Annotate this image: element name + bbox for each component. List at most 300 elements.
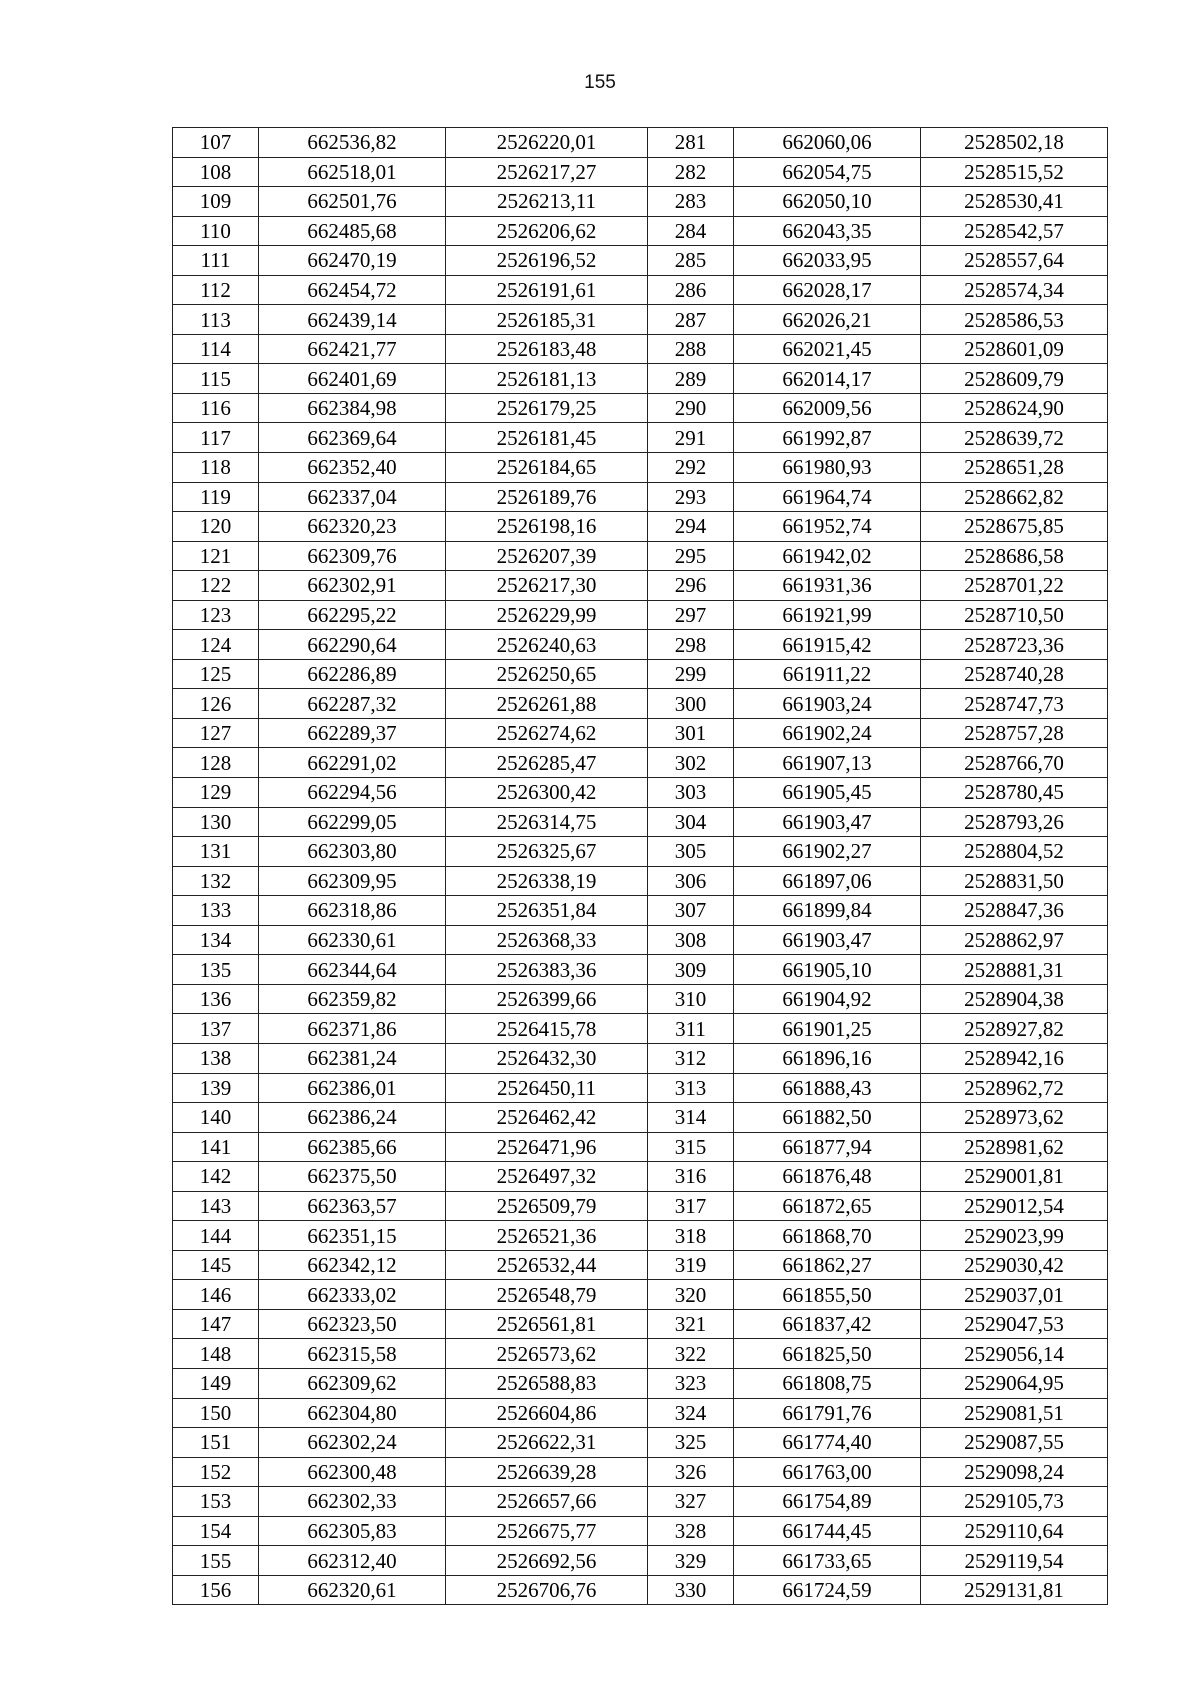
cell-y-coordinate-left: 2526532,44	[446, 1250, 648, 1280]
table-row	[173, 482, 1108, 512]
cell-point-number-right: 297	[648, 600, 734, 630]
table-row	[173, 600, 1108, 630]
cell-x-coordinate-left: 662369,64	[259, 423, 446, 453]
cell-point-number-right: 318	[648, 1221, 734, 1251]
cell-point-number-left: 122	[173, 571, 259, 601]
cell-x-coordinate-left: 662342,12	[259, 1250, 446, 1280]
cell-x-coordinate-left: 662305,83	[259, 1516, 446, 1546]
cell-y-coordinate-left: 2526706,76	[446, 1575, 648, 1605]
cell-x-coordinate-left: 662304,80	[259, 1398, 446, 1428]
cell-y-coordinate-right: 2528639,72	[921, 423, 1108, 453]
table-row	[173, 1516, 1108, 1546]
cell-x-coordinate-left: 662485,68	[259, 216, 446, 246]
table-row	[173, 1250, 1108, 1280]
table-row	[173, 512, 1108, 542]
cell-x-coordinate-right: 662033,95	[734, 246, 921, 276]
cell-point-number-left: 155	[173, 1546, 259, 1576]
cell-y-coordinate-left: 2526399,66	[446, 984, 648, 1014]
cell-point-number-right: 281	[648, 128, 734, 158]
table-row	[173, 1309, 1108, 1339]
cell-y-coordinate-right: 2529064,95	[921, 1368, 1108, 1398]
table-row	[173, 571, 1108, 601]
cell-point-number-left: 139	[173, 1073, 259, 1103]
cell-point-number-right: 286	[648, 275, 734, 305]
cell-x-coordinate-left: 662303,80	[259, 837, 446, 867]
cell-y-coordinate-left: 2526206,62	[446, 216, 648, 246]
cell-y-coordinate-right: 2528574,34	[921, 275, 1108, 305]
cell-x-coordinate-right: 661907,13	[734, 748, 921, 778]
cell-y-coordinate-right: 2528862,97	[921, 925, 1108, 955]
cell-x-coordinate-left: 662286,89	[259, 659, 446, 689]
cell-point-number-right: 305	[648, 837, 734, 867]
cell-y-coordinate-left: 2526185,31	[446, 305, 648, 335]
cell-point-number-right: 322	[648, 1339, 734, 1369]
cell-y-coordinate-right: 2529131,81	[921, 1575, 1108, 1605]
cell-point-number-left: 131	[173, 837, 259, 867]
table-row	[173, 393, 1108, 423]
cell-y-coordinate-right: 2528609,79	[921, 364, 1108, 394]
cell-x-coordinate-right: 661868,70	[734, 1221, 921, 1251]
cell-x-coordinate-left: 662320,61	[259, 1575, 446, 1605]
cell-y-coordinate-left: 2526196,52	[446, 246, 648, 276]
cell-point-number-right: 298	[648, 630, 734, 660]
cell-y-coordinate-left: 2526274,62	[446, 718, 648, 748]
cell-y-coordinate-right: 2528793,26	[921, 807, 1108, 837]
table-row	[173, 1132, 1108, 1162]
cell-x-coordinate-left: 662371,86	[259, 1014, 446, 1044]
cell-x-coordinate-left: 662290,64	[259, 630, 446, 660]
table-row	[173, 1221, 1108, 1251]
cell-point-number-left: 124	[173, 630, 259, 660]
cell-point-number-left: 153	[173, 1487, 259, 1517]
cell-y-coordinate-left: 2526471,96	[446, 1132, 648, 1162]
cell-y-coordinate-right: 2528847,36	[921, 896, 1108, 926]
cell-point-number-right: 327	[648, 1487, 734, 1517]
cell-x-coordinate-left: 662421,77	[259, 334, 446, 364]
cell-point-number-left: 123	[173, 600, 259, 630]
cell-x-coordinate-right: 661825,50	[734, 1339, 921, 1369]
cell-point-number-right: 292	[648, 453, 734, 483]
cell-x-coordinate-right: 661902,27	[734, 837, 921, 867]
cell-point-number-left: 146	[173, 1280, 259, 1310]
cell-x-coordinate-left: 662470,19	[259, 246, 446, 276]
cell-point-number-left: 111	[173, 246, 259, 276]
table-row	[173, 1280, 1108, 1310]
cell-point-number-right: 293	[648, 482, 734, 512]
table-row	[173, 1428, 1108, 1458]
cell-y-coordinate-left: 2526415,78	[446, 1014, 648, 1044]
cell-point-number-right: 320	[648, 1280, 734, 1310]
cell-x-coordinate-right: 661942,02	[734, 541, 921, 571]
cell-point-number-left: 110	[173, 216, 259, 246]
cell-point-number-right: 324	[648, 1398, 734, 1428]
cell-point-number-left: 107	[173, 128, 259, 158]
cell-x-coordinate-right: 661980,93	[734, 453, 921, 483]
cell-y-coordinate-right: 2529105,73	[921, 1487, 1108, 1517]
cell-point-number-right: 328	[648, 1516, 734, 1546]
cell-y-coordinate-left: 2526368,33	[446, 925, 648, 955]
cell-x-coordinate-right: 661904,92	[734, 984, 921, 1014]
cell-x-coordinate-left: 662439,14	[259, 305, 446, 335]
cell-y-coordinate-right: 2528973,62	[921, 1103, 1108, 1133]
cell-y-coordinate-right: 2528530,41	[921, 187, 1108, 217]
cell-x-coordinate-right: 661903,24	[734, 689, 921, 719]
cell-y-coordinate-right: 2528675,85	[921, 512, 1108, 542]
cell-x-coordinate-left: 662323,50	[259, 1309, 446, 1339]
table-row	[173, 1014, 1108, 1044]
cell-x-coordinate-left: 662320,23	[259, 512, 446, 542]
cell-point-number-left: 145	[173, 1250, 259, 1280]
cell-y-coordinate-right: 2528766,70	[921, 748, 1108, 778]
cell-y-coordinate-right: 2529098,24	[921, 1457, 1108, 1487]
cell-point-number-left: 128	[173, 748, 259, 778]
cell-y-coordinate-left: 2526250,65	[446, 659, 648, 689]
cell-y-coordinate-left: 2526338,19	[446, 866, 648, 896]
cell-y-coordinate-left: 2526217,27	[446, 157, 648, 187]
cell-y-coordinate-right: 2528515,52	[921, 157, 1108, 187]
cell-y-coordinate-left: 2526181,45	[446, 423, 648, 453]
cell-y-coordinate-right: 2529047,53	[921, 1309, 1108, 1339]
cell-x-coordinate-right: 661724,59	[734, 1575, 921, 1605]
cell-point-number-left: 118	[173, 453, 259, 483]
cell-y-coordinate-left: 2526521,36	[446, 1221, 648, 1251]
cell-point-number-left: 108	[173, 157, 259, 187]
cell-point-number-left: 151	[173, 1428, 259, 1458]
table-row	[173, 423, 1108, 453]
cell-y-coordinate-left: 2526351,84	[446, 896, 648, 926]
cell-y-coordinate-left: 2526300,42	[446, 778, 648, 808]
table-row	[173, 866, 1108, 896]
cell-x-coordinate-right: 661903,47	[734, 925, 921, 955]
table-row	[173, 157, 1108, 187]
cell-point-number-left: 143	[173, 1191, 259, 1221]
cell-point-number-left: 121	[173, 541, 259, 571]
table-row	[173, 1575, 1108, 1605]
cell-point-number-left: 120	[173, 512, 259, 542]
cell-x-coordinate-right: 662028,17	[734, 275, 921, 305]
cell-point-number-left: 119	[173, 482, 259, 512]
cell-point-number-right: 323	[648, 1368, 734, 1398]
cell-x-coordinate-right: 661754,89	[734, 1487, 921, 1517]
cell-y-coordinate-left: 2526548,79	[446, 1280, 648, 1310]
cell-x-coordinate-left: 662302,24	[259, 1428, 446, 1458]
cell-x-coordinate-right: 661872,65	[734, 1191, 921, 1221]
cell-y-coordinate-left: 2526657,66	[446, 1487, 648, 1517]
cell-point-number-right: 306	[648, 866, 734, 896]
table-row	[173, 541, 1108, 571]
cell-y-coordinate-left: 2526183,48	[446, 334, 648, 364]
cell-y-coordinate-right: 2528502,18	[921, 128, 1108, 158]
cell-x-coordinate-right: 661733,65	[734, 1546, 921, 1576]
cell-x-coordinate-right: 662054,75	[734, 157, 921, 187]
cell-x-coordinate-right: 662009,56	[734, 393, 921, 423]
cell-point-number-right: 289	[648, 364, 734, 394]
cell-y-coordinate-right: 2528981,62	[921, 1132, 1108, 1162]
cell-x-coordinate-right: 662026,21	[734, 305, 921, 335]
cell-point-number-right: 291	[648, 423, 734, 453]
cell-x-coordinate-right: 661877,94	[734, 1132, 921, 1162]
cell-y-coordinate-left: 2526191,61	[446, 275, 648, 305]
cell-x-coordinate-right: 662043,35	[734, 216, 921, 246]
cell-point-number-right: 321	[648, 1309, 734, 1339]
cell-x-coordinate-left: 662300,48	[259, 1457, 446, 1487]
cell-y-coordinate-left: 2526179,25	[446, 393, 648, 423]
cell-y-coordinate-left: 2526213,11	[446, 187, 648, 217]
cell-x-coordinate-right: 662060,06	[734, 128, 921, 158]
cell-x-coordinate-left: 662299,05	[259, 807, 446, 837]
cell-y-coordinate-left: 2526692,56	[446, 1546, 648, 1576]
cell-point-number-right: 288	[648, 334, 734, 364]
cell-x-coordinate-right: 662050,10	[734, 187, 921, 217]
cell-point-number-left: 113	[173, 305, 259, 335]
cell-x-coordinate-right: 661915,42	[734, 630, 921, 660]
cell-y-coordinate-left: 2526217,30	[446, 571, 648, 601]
cell-point-number-left: 130	[173, 807, 259, 837]
cell-point-number-left: 150	[173, 1398, 259, 1428]
cell-point-number-right: 312	[648, 1043, 734, 1073]
cell-point-number-left: 129	[173, 778, 259, 808]
cell-y-coordinate-right: 2528723,36	[921, 630, 1108, 660]
cell-x-coordinate-left: 662351,15	[259, 1221, 446, 1251]
cell-y-coordinate-left: 2526240,63	[446, 630, 648, 660]
cell-y-coordinate-right: 2528601,09	[921, 334, 1108, 364]
cell-point-number-left: 147	[173, 1309, 259, 1339]
cell-x-coordinate-left: 662401,69	[259, 364, 446, 394]
cell-y-coordinate-right: 2529037,01	[921, 1280, 1108, 1310]
cell-y-coordinate-left: 2526462,42	[446, 1103, 648, 1133]
cell-x-coordinate-right: 661931,36	[734, 571, 921, 601]
table-row	[173, 925, 1108, 955]
cell-y-coordinate-right: 2529001,81	[921, 1162, 1108, 1192]
cell-x-coordinate-left: 662386,01	[259, 1073, 446, 1103]
cell-x-coordinate-left: 662302,33	[259, 1487, 446, 1517]
cell-x-coordinate-right: 661855,50	[734, 1280, 921, 1310]
cell-y-coordinate-right: 2528624,90	[921, 393, 1108, 423]
table-row	[173, 659, 1108, 689]
cell-y-coordinate-right: 2528542,57	[921, 216, 1108, 246]
cell-point-number-right: 325	[648, 1428, 734, 1458]
cell-y-coordinate-right: 2528904,38	[921, 984, 1108, 1014]
cell-point-number-left: 112	[173, 275, 259, 305]
cell-x-coordinate-right: 661905,10	[734, 955, 921, 985]
cell-x-coordinate-left: 662315,58	[259, 1339, 446, 1369]
table-row	[173, 453, 1108, 483]
cell-point-number-right: 319	[648, 1250, 734, 1280]
cell-x-coordinate-left: 662344,64	[259, 955, 446, 985]
cell-x-coordinate-left: 662333,02	[259, 1280, 446, 1310]
cell-y-coordinate-right: 2528710,50	[921, 600, 1108, 630]
cell-point-number-right: 308	[648, 925, 734, 955]
cell-point-number-left: 149	[173, 1368, 259, 1398]
cell-y-coordinate-right: 2529110,64	[921, 1516, 1108, 1546]
cell-y-coordinate-right: 2528804,52	[921, 837, 1108, 867]
cell-x-coordinate-right: 661882,50	[734, 1103, 921, 1133]
cell-y-coordinate-right: 2528962,72	[921, 1073, 1108, 1103]
table-row	[173, 1162, 1108, 1192]
cell-x-coordinate-left: 662295,22	[259, 600, 446, 630]
table-row	[173, 1191, 1108, 1221]
cell-point-number-left: 126	[173, 689, 259, 719]
table-row	[173, 778, 1108, 808]
cell-y-coordinate-right: 2529023,99	[921, 1221, 1108, 1251]
cell-x-coordinate-right: 661964,74	[734, 482, 921, 512]
cell-point-number-left: 117	[173, 423, 259, 453]
cell-y-coordinate-left: 2526181,13	[446, 364, 648, 394]
cell-point-number-right: 307	[648, 896, 734, 926]
cell-y-coordinate-left: 2526573,62	[446, 1339, 648, 1369]
cell-y-coordinate-right: 2529119,54	[921, 1546, 1108, 1576]
cell-point-number-left: 136	[173, 984, 259, 1014]
cell-x-coordinate-left: 662309,76	[259, 541, 446, 571]
cell-point-number-right: 301	[648, 718, 734, 748]
cell-point-number-right: 296	[648, 571, 734, 601]
cell-y-coordinate-right: 2529012,54	[921, 1191, 1108, 1221]
cell-point-number-left: 135	[173, 955, 259, 985]
table-row	[173, 187, 1108, 217]
cell-point-number-right: 330	[648, 1575, 734, 1605]
cell-point-number-left: 134	[173, 925, 259, 955]
cell-x-coordinate-left: 662318,86	[259, 896, 446, 926]
cell-x-coordinate-left: 662385,66	[259, 1132, 446, 1162]
cell-x-coordinate-right: 661763,00	[734, 1457, 921, 1487]
cell-x-coordinate-left: 662289,37	[259, 718, 446, 748]
table-row	[173, 837, 1108, 867]
table-row	[173, 984, 1108, 1014]
table-row	[173, 246, 1108, 276]
cell-x-coordinate-right: 661952,74	[734, 512, 921, 542]
table-row	[173, 689, 1108, 719]
cell-y-coordinate-right: 2528557,64	[921, 246, 1108, 276]
cell-y-coordinate-left: 2526450,11	[446, 1073, 648, 1103]
cell-point-number-right: 302	[648, 748, 734, 778]
cell-point-number-left: 133	[173, 896, 259, 926]
cell-point-number-right: 283	[648, 187, 734, 217]
cell-x-coordinate-left: 662309,95	[259, 866, 446, 896]
cell-point-number-right: 311	[648, 1014, 734, 1044]
cell-x-coordinate-right: 662021,45	[734, 334, 921, 364]
table-row	[173, 1398, 1108, 1428]
table-row	[173, 1368, 1108, 1398]
cell-x-coordinate-right: 661744,45	[734, 1516, 921, 1546]
table-row	[173, 1073, 1108, 1103]
cell-y-coordinate-right: 2528662,82	[921, 482, 1108, 512]
cell-point-number-left: 114	[173, 334, 259, 364]
cell-y-coordinate-right: 2528747,73	[921, 689, 1108, 719]
table-row	[173, 1103, 1108, 1133]
table-row	[173, 364, 1108, 394]
cell-y-coordinate-right: 2529087,55	[921, 1428, 1108, 1458]
cell-y-coordinate-right: 2528927,82	[921, 1014, 1108, 1044]
cell-x-coordinate-left: 662337,04	[259, 482, 446, 512]
cell-point-number-right: 285	[648, 246, 734, 276]
table-row	[173, 1546, 1108, 1576]
cell-x-coordinate-left: 662536,82	[259, 128, 446, 158]
cell-y-coordinate-left: 2526432,30	[446, 1043, 648, 1073]
cell-point-number-left: 132	[173, 866, 259, 896]
cell-x-coordinate-right: 661896,16	[734, 1043, 921, 1073]
cell-point-number-right: 326	[648, 1457, 734, 1487]
cell-x-coordinate-left: 662294,56	[259, 778, 446, 808]
cell-x-coordinate-right: 662014,17	[734, 364, 921, 394]
cell-point-number-right: 316	[648, 1162, 734, 1192]
cell-x-coordinate-right: 661837,42	[734, 1309, 921, 1339]
cell-y-coordinate-right: 2528757,28	[921, 718, 1108, 748]
table-row	[173, 275, 1108, 305]
cell-x-coordinate-right: 661862,27	[734, 1250, 921, 1280]
cell-point-number-right: 300	[648, 689, 734, 719]
cell-point-number-right: 284	[648, 216, 734, 246]
cell-x-coordinate-left: 662352,40	[259, 453, 446, 483]
cell-y-coordinate-right: 2528780,45	[921, 778, 1108, 808]
cell-point-number-left: 144	[173, 1221, 259, 1251]
cell-x-coordinate-right: 661791,76	[734, 1398, 921, 1428]
cell-point-number-right: 303	[648, 778, 734, 808]
cell-point-number-right: 310	[648, 984, 734, 1014]
cell-y-coordinate-right: 2528831,50	[921, 866, 1108, 896]
cell-x-coordinate-right: 661899,84	[734, 896, 921, 926]
cell-point-number-right: 295	[648, 541, 734, 571]
cell-x-coordinate-right: 661903,47	[734, 807, 921, 837]
cell-x-coordinate-left: 662384,98	[259, 393, 446, 423]
cell-point-number-right: 282	[648, 157, 734, 187]
cell-x-coordinate-left: 662291,02	[259, 748, 446, 778]
cell-point-number-right: 309	[648, 955, 734, 985]
cell-y-coordinate-left: 2526189,76	[446, 482, 648, 512]
cell-point-number-left: 152	[173, 1457, 259, 1487]
table-row	[173, 216, 1108, 246]
table-row	[173, 807, 1108, 837]
table-row	[173, 334, 1108, 364]
table-row	[173, 1339, 1108, 1369]
cell-x-coordinate-left: 662501,76	[259, 187, 446, 217]
cell-point-number-left: 142	[173, 1162, 259, 1192]
cell-x-coordinate-left: 662309,62	[259, 1368, 446, 1398]
table-row	[173, 955, 1108, 985]
cell-x-coordinate-right: 661888,43	[734, 1073, 921, 1103]
cell-x-coordinate-left: 662330,61	[259, 925, 446, 955]
cell-y-coordinate-left: 2526383,36	[446, 955, 648, 985]
cell-x-coordinate-right: 661897,06	[734, 866, 921, 896]
cell-x-coordinate-left: 662454,72	[259, 275, 446, 305]
cell-x-coordinate-left: 662375,50	[259, 1162, 446, 1192]
cell-y-coordinate-left: 2526604,86	[446, 1398, 648, 1428]
page-number: 155	[584, 72, 616, 93]
cell-x-coordinate-left: 662302,91	[259, 571, 446, 601]
cell-y-coordinate-right: 2528701,22	[921, 571, 1108, 601]
table-row	[173, 718, 1108, 748]
cell-point-number-left: 127	[173, 718, 259, 748]
table-row	[173, 1043, 1108, 1073]
cell-y-coordinate-right: 2528881,31	[921, 955, 1108, 985]
table-row	[173, 896, 1108, 926]
cell-y-coordinate-left: 2526588,83	[446, 1368, 648, 1398]
cell-x-coordinate-left: 662386,24	[259, 1103, 446, 1133]
cell-point-number-left: 137	[173, 1014, 259, 1044]
cell-y-coordinate-right: 2528740,28	[921, 659, 1108, 689]
cell-point-number-right: 313	[648, 1073, 734, 1103]
cell-y-coordinate-left: 2526184,65	[446, 453, 648, 483]
cell-x-coordinate-left: 662381,24	[259, 1043, 446, 1073]
cell-point-number-left: 109	[173, 187, 259, 217]
table-row	[173, 1487, 1108, 1517]
cell-point-number-left: 116	[173, 393, 259, 423]
cell-point-number-left: 138	[173, 1043, 259, 1073]
cell-y-coordinate-left: 2526229,99	[446, 600, 648, 630]
cell-point-number-right: 315	[648, 1132, 734, 1162]
cell-x-coordinate-left: 662363,57	[259, 1191, 446, 1221]
cell-x-coordinate-right: 661902,24	[734, 718, 921, 748]
table-row	[173, 630, 1108, 660]
